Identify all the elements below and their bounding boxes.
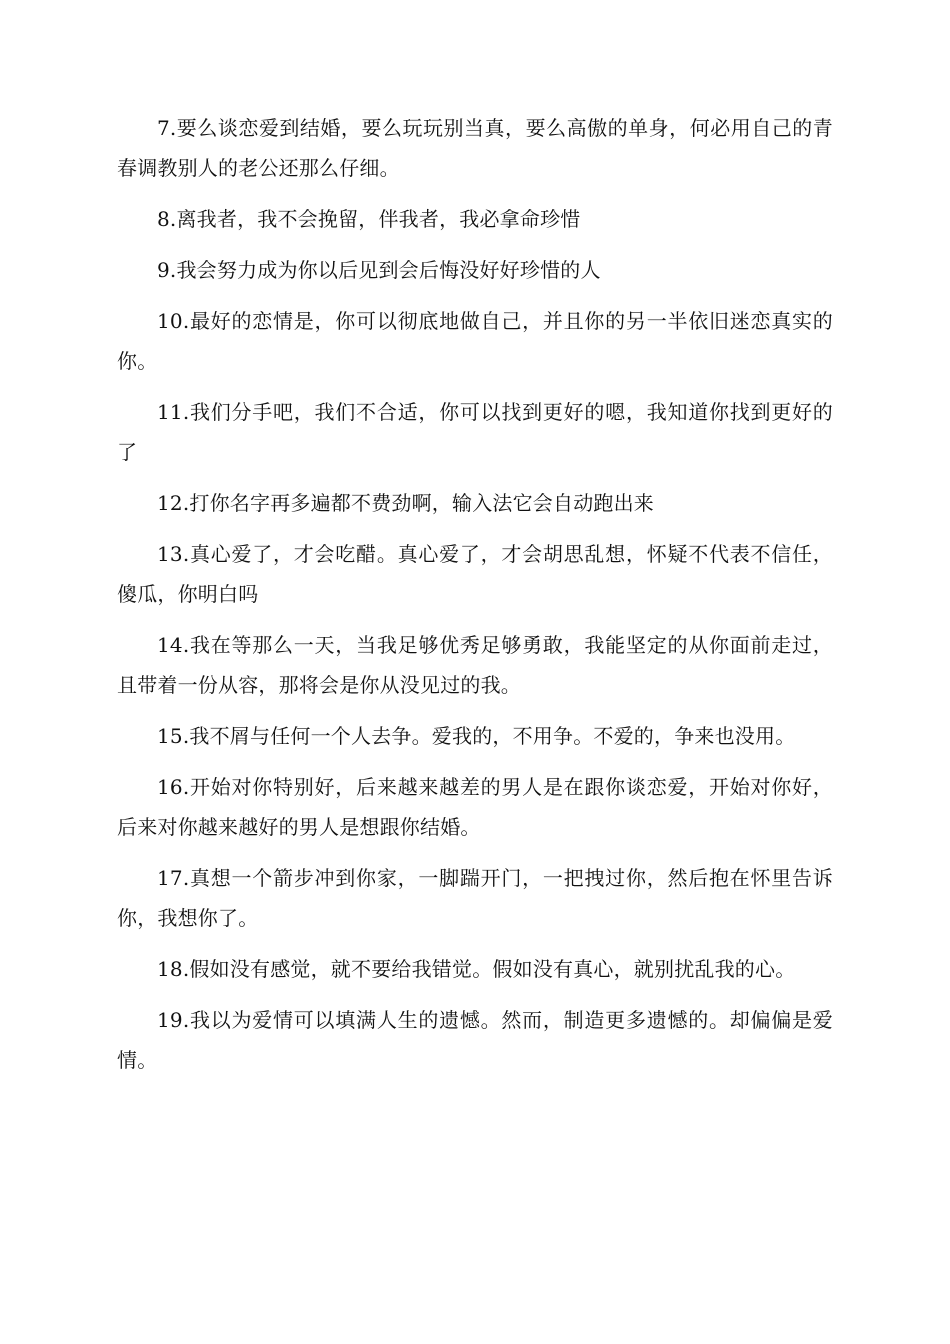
paragraph-11: 11.我们分手吧，我们不合适，你可以找到更好的嗯，我知道你找到更好的了 bbox=[117, 400, 833, 464]
paragraph-18: 18.假如没有感觉，就不要给我错觉。假如没有真心，就别扰乱我的心。 bbox=[157, 957, 796, 981]
paragraph-8: 8.离我者，我不会挽留，伴我者，我必拿命珍惜 bbox=[157, 207, 581, 231]
paragraph-19: 19.我以为爱情可以填满人生的遗憾。然而，制造更多遗憾的。却偏偏是爱情。 bbox=[117, 1008, 833, 1072]
paragraph-9: 9.我会努力成为你以后见到会后悔没好好珍惜的人 bbox=[157, 258, 601, 282]
paragraph-16: 16.开始对你特别好，后来越来越差的男人是在跟你谈恋爱，开始对你好，后来对你越来越好的男人是想跟你结婚。 bbox=[117, 775, 833, 839]
paragraph-13: 13.真心爱了，才会吃醋。真心爱了，才会胡思乱想，怀疑不代表不信任，傻瓜，你明白吗 bbox=[117, 542, 833, 606]
paragraph-17: 17.真想一个箭步冲到你家，一脚踹开门，一把拽过你，然后抱在怀里告诉你，我想你了。 bbox=[117, 866, 833, 930]
paragraph-12: 12.打你名字再多遍都不费劲啊，输入法它会自动跑出来 bbox=[157, 491, 655, 515]
paragraph-14: 14.我在等那么一天，当我足够优秀足够勇敢，我能坚定的从你面前走过，且带着一份从容，那将会是你从没见过的我。 bbox=[117, 633, 833, 697]
document-page bbox=[117, 108, 833, 1091]
paragraph-10: 10.最好的恋情是，你可以彻底地做自己，并且你的另一半依旧迷恋真实的你。 bbox=[117, 309, 833, 373]
paragraph-15: 15.我不屑与任何一个人去争。爱我的，不用争。不爱的，争来也没用。 bbox=[157, 724, 796, 748]
paragraph-7: 7.要么谈恋爱到结婚，要么玩玩别当真，要么高傲的单身，何必用自己的青春调教别人的老公还那么仔细。 bbox=[117, 116, 833, 180]
